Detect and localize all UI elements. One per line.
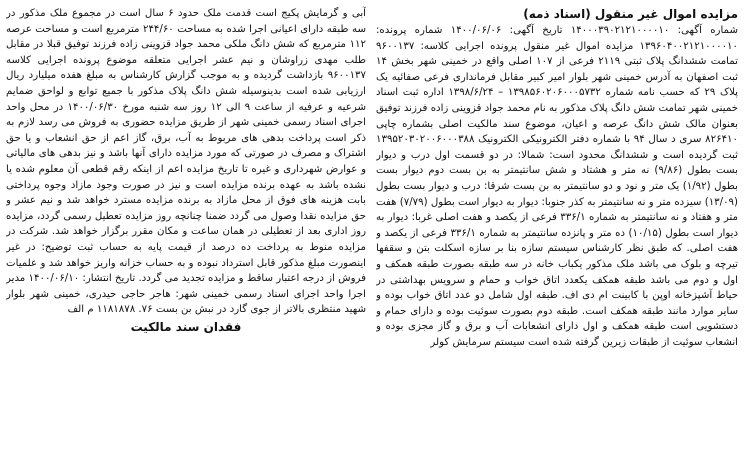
notice-title: مزایده اموال غیر منقول (اسناد ذمه) (523, 7, 738, 21)
right-column (376, 6, 738, 452)
notice-columns (6, 6, 738, 452)
next-notice-title: فقدان سند مالکیت (130, 319, 242, 334)
notice-body-right: شماره آگهی: ۱۴۰۰۰۳۹۰۲۱۲۱۰۰۰۰۱۰ تاریخ آگهی: ۱۴۰۰/۰۶/۰۶ شماره پرونده: ۱۳۹۶۰۴۰۰۲۱۲۱۰۰۰۰۱۰ مزایده اموال غیر منقول پرونده اجرایی کلاسه: ۹۶۰۰۱۳۷ تمامت ششدانگ پلاک ثبتی ۲۱۱۹ فرعی از ۱۰۷ اصلی واقع در خمینی شهر بخش ۱۴ ثبت اصفهان به آدرس خمینی شهر بلوار امیر کبیر مقابل فرمانداری فرعی صفائیه یک پلاک ۲۹ که حسب نامه شماره ۱۳۹۸۵۶۰۲۰۶۰۰۰۵۷۳۲ – ۱۳۹۸/۶/۲۴ اداره ثبت اسناد خمینی شهر تمامت شش دانگ پلاک مذکور به نام محمد جواد قزوینی زاده فرزند توفیق بعنوان مالک شش دانگ عرصه و اعیان، موضوع سند مالکیت اصلی بشماره چاپی ۸۲۶۴۱۰ سری د سال ۹۴ با شماره دفتر الکترونیکی الکترونیک ۱۳۹۵۲۰۳۰۲۰۰۶۰۰۰۳۸۸ ثبت گردیده است و ششدانگ محدود است: شمالا: در دو قسمت اول درب و دیوار بست بطول (۹/۸۶) نه متر و هشتاد و شش سانتیمتر به بن بست دوم دیوار بست بطول (۱/۹۲) یک متر و نود و دو سانتیمتر به بن بست شرقا: درب و دیوار بست بطول (۱۳/۰۹) سیزده متر و نه سانتیمتر به کذر جنوبا: دیوار به دیوار است بطول (۷/۷۹) هفت متر و هفتاد و نه سانتیمتر به شماره ۳۳۶/۱ فرعی از یکصد و هفت اصلی غربا: دیوار به دیوار است بطول (۱۰/۱۵) ده متر و پانزده سانتیمتر به شماره ۳۳۶/۱ فرعی از یکصد و هفت اصلی. که طبق نظر کارشناس سیستم سازه بنا بر سازه اسکلت بتن و سقفها تیرچه و بلوک می باشد ملک مذکور یکباب خانه در سه طبقه بصورت طبقه همکف و اول و دوم می باشد طبقه همکف یکعدد اتاق خواب و حمام و سرویس بهداشتی در حیاط آشپزخانه اوپن با کابینت ام دی اف. طبقه اول شامل دو عدد اتاق خواب بوده و سایر موارد مانند طبقه همکف است. طبقه دوم بصورت سوئیت بوده و دارای حمام و دستشویی است طبقه همکف و اول دارای انشعابات آب و برق و گاز مجزی بوده و انشعاب سوئیت از طبقات زیرین گرفته شده است سیستم سرمایش کولر (376, 25, 738, 348)
notice-body-left: آبی و گرمایش پکیج است قدمت ملک حدود ۶ سال است در مجموع ملک مذکور در سه طبقه دارای اعیانی اجرا شده به مساحت ۲۴۴/۶۰ مترمربع است و مساحت عرصه ۱۱۲ مترمربع که شش دانگ ملکی محمد جواد قزوینی زاده فرزند توفیق قبلا در مقابل طلب مهدی زراوشان و نیم عشر اجرایی متعلقه موضوع پرونده اجرایی کلاسه ۹۶۰۰۱۳۷ بازداشت گردیده و به موجب گزارش کارشناس به مبلغ هفده میلیارد ریال ارزیابی شده است بدینوسیله شش دانگ پلاک مذکور با جمیع توابع و لواحق ضمایم شرعیه و عرفیه از ساعت ۹ الی ۱۲ روز سه شنبه مورخ ۱۴۰۰/۰۶/۳۰ در محل واحد اجرای اسناد رسمی خمینی شهر از طریق مزایده حضوری به فروش می رسد لازم به ذکر است پرداخت بدهی های مربوط به آب، برق، گاز اعم از حق انشعاب و یا حق اشتراک و مصرف در صورتی که مورد مزایده دارای آنها باشد و نیز بدهی های مالیاتی و عوارض شهرداری و غیره تا تاریخ مزایده اعم از اینکه رقم قطعی آن معلوم شده یا نشده باشد به عهده برنده مزایده است و نیز در صورت وجود مازاد وجوه پرداختی بابت هزینه های فوق از محل مازاد به برنده مزایده مسترد خواهد شد و نیم عشر و حق مزایده نقدا وصول می گردد ضمنا چنانچه روز مزایده تعطیل رسمی گردد، مزایده روز اداری بعد از تعطیلی در همان ساعت و مکان مقرر برگزار خواهد شد. شرکت در مزایده منوط به پرداخت ده درصد از قیمت پایه به حساب ثبت توضیح: در غیر اینصورت مبلغ مذکور قابل استرداد نبوده و به حساب خزانه واریز خواهد شد و علمیات فروش از درجه اعتبار ساقط و مزایده تجدید می گردد. تاریخ انتشار: ۱۴۰۰/۰۶/۱۰ مدیر اجرا واحد اجرای اسناد رسمی خمینی شهر: هاجر حاجی حیدری، خمینی شهر بلوار شهید منتظری بالاتر از جوی گارد در نبش بن بست ۷۶. ۱۱۸۱۸۷۸ م الف (6, 8, 366, 316)
left-column (6, 6, 366, 452)
